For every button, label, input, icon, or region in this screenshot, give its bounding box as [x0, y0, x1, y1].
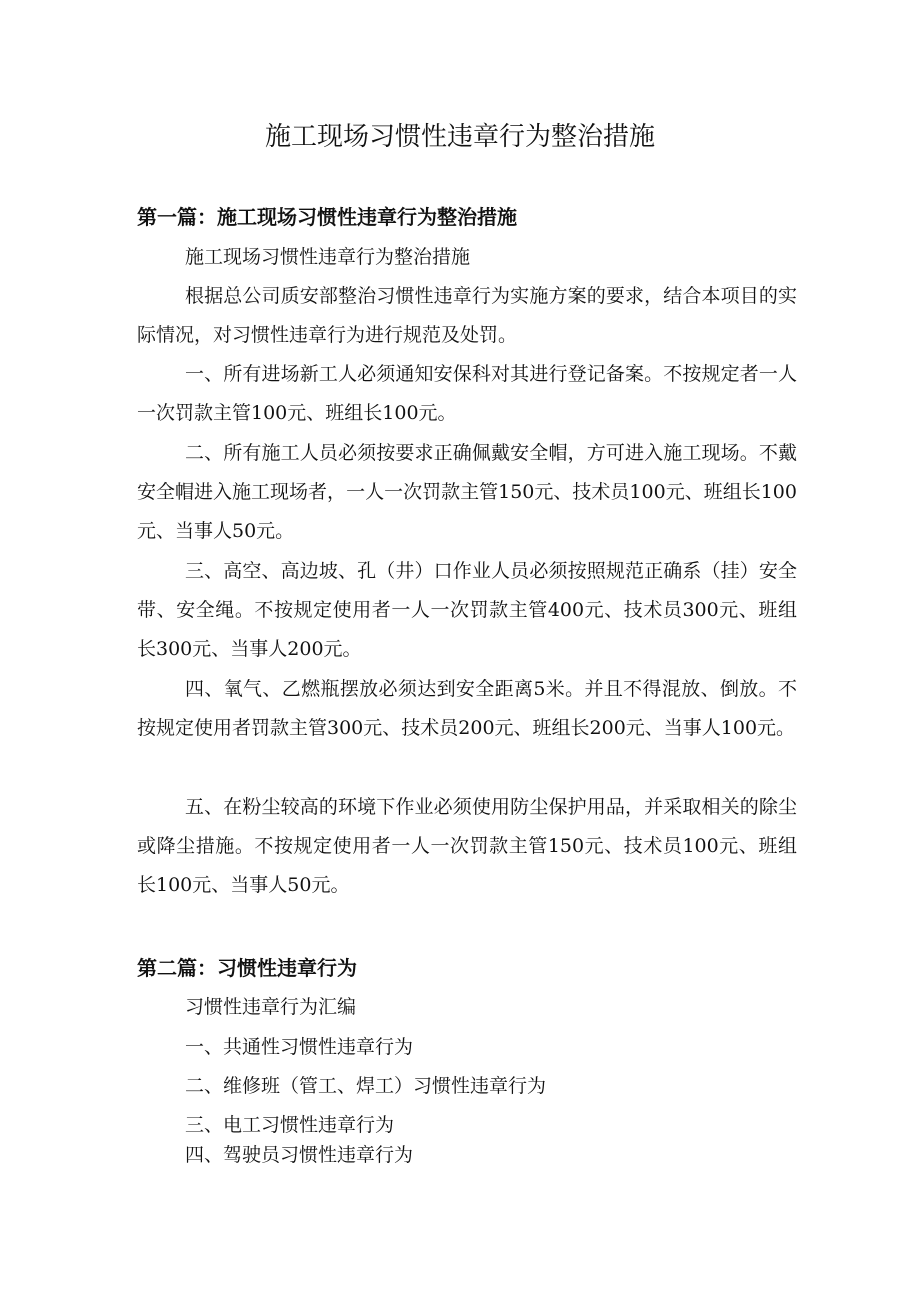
section-2-item-3: 三、电工习惯性违章行为 [185, 1114, 395, 1136]
section-1-item-3: 三、高空、高边坡、孔（井）口作业人员必须按照规范正确系（挂）安全带、安全绳。不按规定使用者一人一次罚款主管400元、技术员300元、班组长300元、当事人200元。 [137, 560, 797, 660]
section-1-item-1: 一、所有进场新工人必须通知安保科对其进行登记备案。不按规定者一人一次罚款主管100元、班组长100元。 [137, 363, 797, 424]
section-1-subtitle: 施工现场习惯性违章行为整治措施 [185, 246, 471, 268]
section-2-subtitle: 习惯性违章行为汇编 [185, 996, 357, 1018]
section-1-item-4: 四、氧气、乙燃瓶摆放必须达到安全距离5米。并且不得混放、倒放。不按规定使用者罚款主管300元、技术员200元、班组长200元、当事人100元。 [137, 678, 797, 739]
document-title: 施工现场习惯性违章行为整治措施 [264, 122, 655, 152]
section-1-item-5: 五、在粉尘较高的环境下作业必须使用防尘保护用品，并采取相关的除尘或降尘措施。不按规定使用者一人一次罚款主管150元、技术员100元、班组长100元、当事人50元。 [137, 796, 797, 896]
section-1-item-2: 二、所有施工人员必须按要求正确佩戴安全帽，方可进入施工现场。不戴安全帽进入施工现场者，一人一次罚款主管150元、技术员100元、班组长100元、当事人50元。 [137, 442, 797, 542]
section-2-item-1: 一、共通性习惯性违章行为 [185, 1036, 414, 1058]
section-1-heading: 第一篇：施工现场习惯性违章行为整治措施 [137, 205, 517, 229]
section-2-heading: 第二篇：习惯性违章行为 [137, 956, 357, 980]
section-1-intro: 根据总公司质安部整治习惯性违章行为实施方案的要求，结合本项目的实际情况，对习惯性违章行为进行规范及处罚。 [137, 285, 797, 346]
section-2-item-2: 二、维修班（管工、焊工）习惯性违章行为 [185, 1075, 547, 1097]
section-2-item-4: 四、驾驶员习惯性违章行为 [185, 1144, 414, 1166]
